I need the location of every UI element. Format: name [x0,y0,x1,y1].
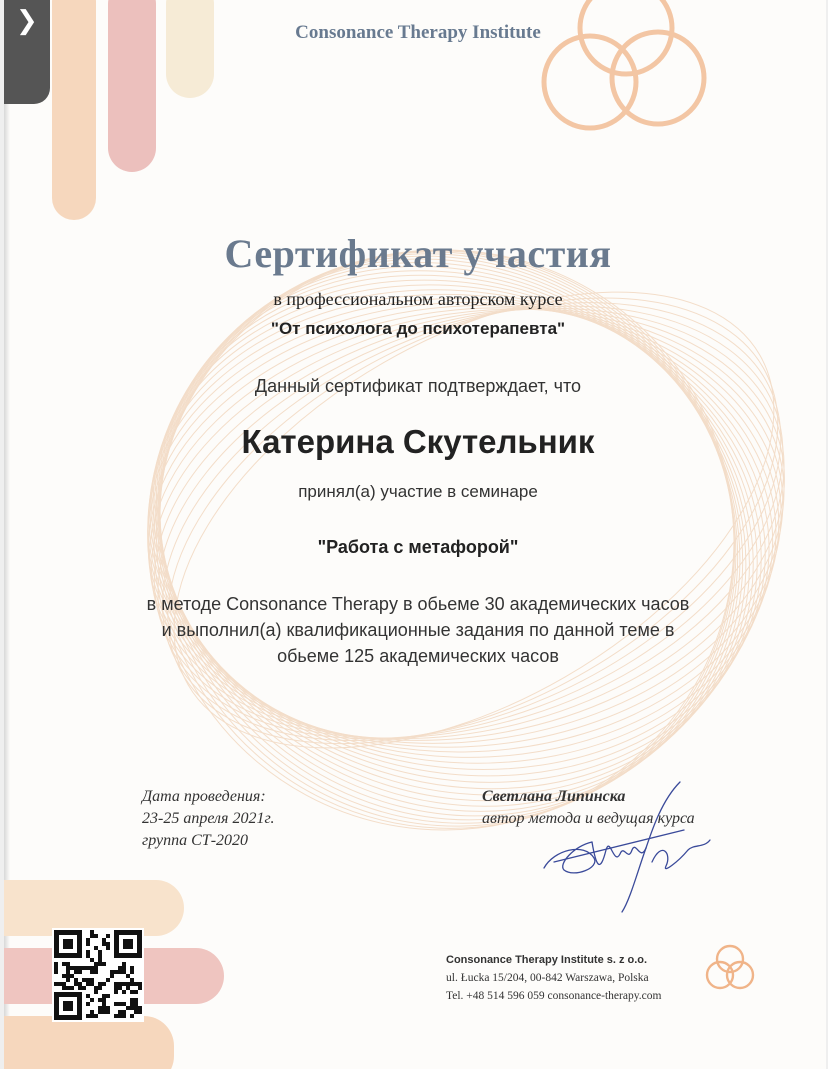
confirmation-text: Данный сертификат подтверждает, что [254,376,582,396]
qr-code [52,928,144,1022]
circles-logo-icon [702,942,758,998]
date-value: 23-25 апреля 2021г. [142,810,275,827]
certificate-title: Сертификат участия [224,231,612,276]
date-label: Дата проведения: [142,788,266,805]
company-address: ul. Łucka 15/204, 00-842 Warszawa, Polska [446,972,649,984]
recipient-name: Катерина Скутельник [241,423,595,460]
seminar-name: "Работа с метафорой" [317,537,519,557]
event-details [142,786,274,852]
certificate-page [4,0,826,1069]
course-name: "От психолога до психотерапевта" [270,319,566,338]
company-footer [446,951,661,1005]
chevron-right-icon: ❯ [16,6,38,36]
handwritten-signature [534,770,724,920]
body-line: обьеме 125 академических часов [277,646,559,666]
course-intro: в профессиональном авторском курсе [273,289,563,309]
signer-role: автор метода и ведущая курса [482,810,695,827]
company-name: Consonance Therapy Institute s. z o.o. [446,954,648,966]
participation-text: принял(а) участие в семинаре [298,482,538,501]
company-contacts: Tel. +48 514 596 059 consonance-therapy.com [446,990,662,1002]
body-line: в методе Consonance Therapy в обьеме 30 академических часов [146,594,690,614]
institute-title: Consonance Therapy Institute [295,22,541,43]
back-button[interactable] [4,0,50,104]
signer-name: Светлана Липинска [482,788,626,805]
body-line: и выполнил(а) квалификационные задания по данной теме в [161,620,675,640]
group-label: группа СТ-2020 [142,832,249,849]
